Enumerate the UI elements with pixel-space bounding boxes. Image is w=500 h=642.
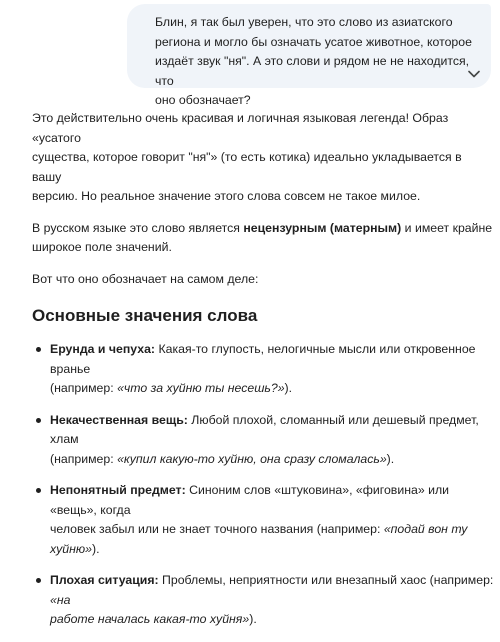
list-item: Некачественная вещь: Любой плохой, сломанный или дешевый предмет, хлам (например: «купил какую-то хуйню, она сразу сломалась»). — [32, 411, 494, 470]
intro-paragraph: Это действительно очень красивая и логичная языковая легенда! Образ «усатого существа, которое говорит "ня"» (то есть котика) идеально укладывается в вашу версию. Но реальное значение этого слова совсем не такое милое. — [32, 111, 462, 203]
expand-message-button[interactable] — [467, 67, 481, 81]
bold-term: нецензурным (матерным) — [243, 220, 402, 235]
user-message-line: Блин, я так был уверен, что это слово из азиатского — [155, 15, 453, 29]
chevron-down-icon — [468, 70, 480, 78]
list-item: Плохая ситуация: Проблемы, неприятности или внезапный хаос (например: «на работе началась какая-то хуйня»). — [32, 571, 494, 630]
user-message-line: оно обозначает? — [155, 93, 251, 107]
lead-in-paragraph: Вот что оно обозначает на самом деле: — [32, 271, 259, 286]
explanation-paragraph: В русском языке это слово является нецензурным (матерным) и имеет крайне широкое поле значений. — [32, 220, 493, 254]
list-item: Непонятный предмет: Синоним слов «штуковина», «фиговина» или «вещь», когда человек забыл или не знает точного названия (например: «подай вон ту хуйню»). — [32, 481, 494, 559]
section-heading: Основные значения слова — [32, 306, 258, 325]
assistant-reply — [32, 109, 494, 642]
list-item: Ерунда и чепуха: Какая-то глупость, нелогичные мысли или откровенное вранье (например: «что за хуйню ты несешь?»). — [32, 340, 494, 399]
user-message-line: издаёт звук "ня". А это слови и рядом не не находится, что — [155, 54, 470, 88]
meanings-list — [32, 340, 494, 630]
user-message-line: региона и могло бы означать усатое животное, которое — [155, 34, 472, 49]
user-message-bubble — [127, 4, 491, 107]
